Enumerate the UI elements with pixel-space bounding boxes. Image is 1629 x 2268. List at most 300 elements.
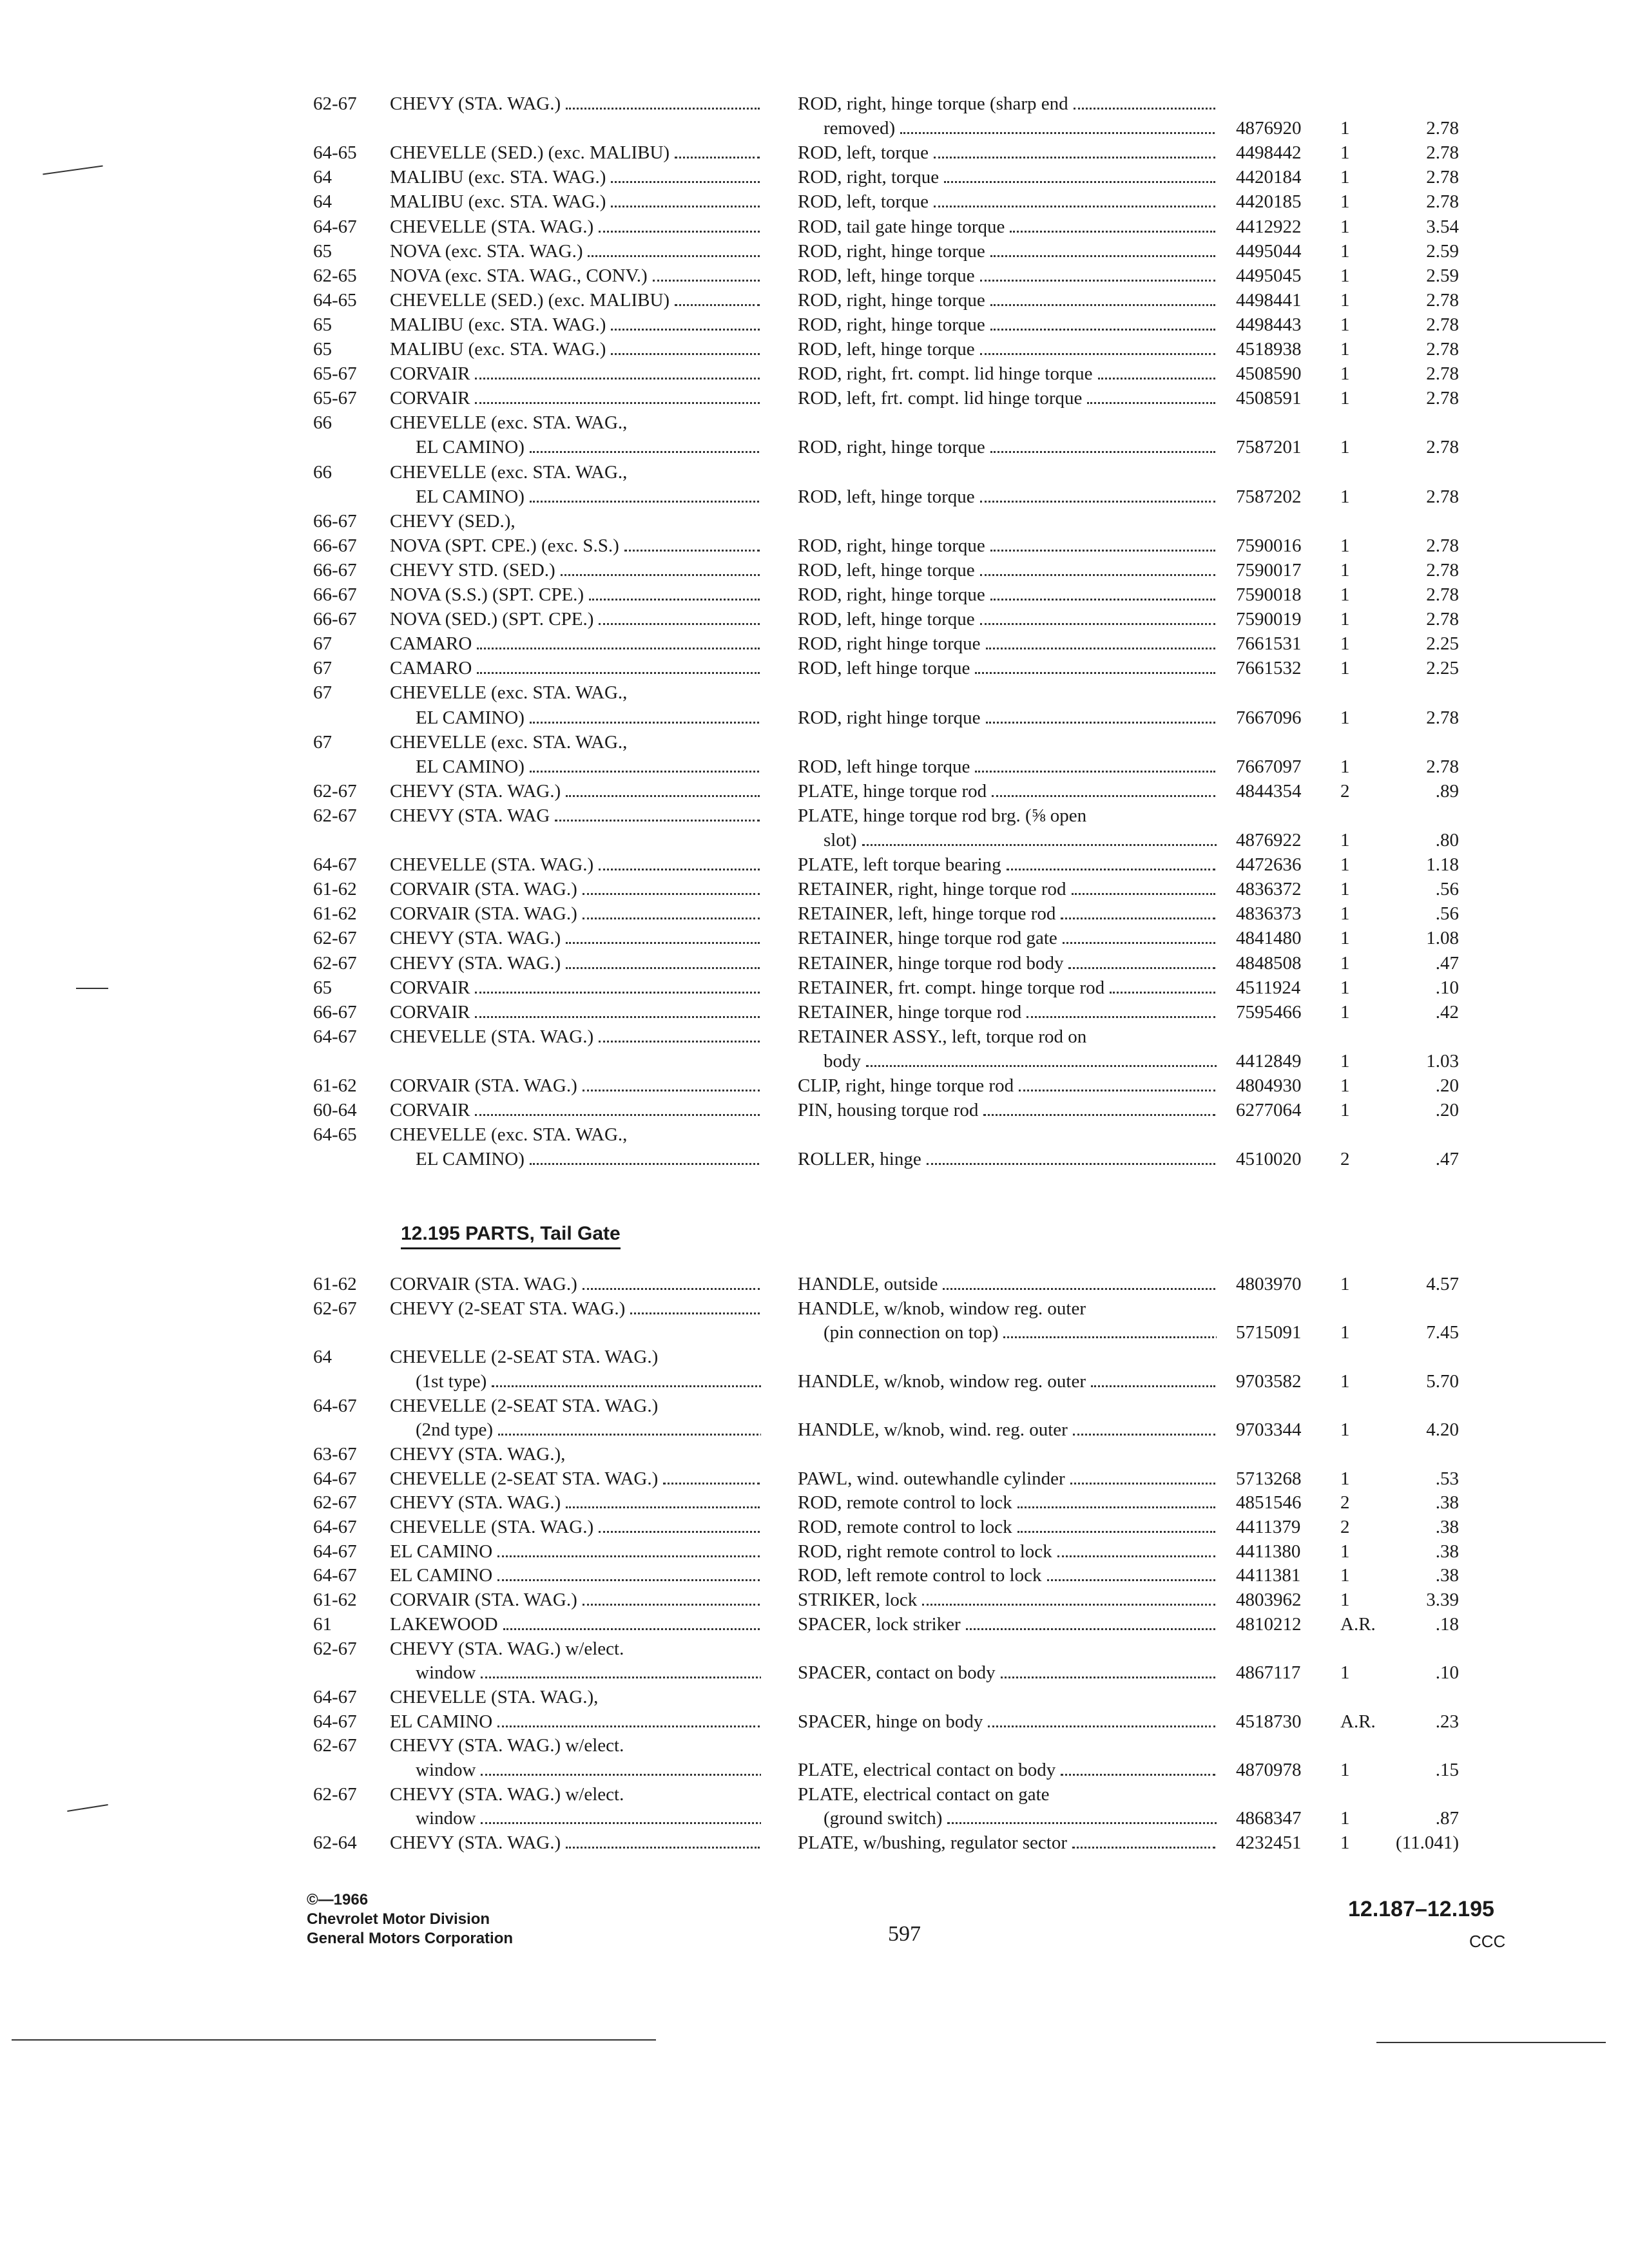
- part-description: ROD, left hinge torque: [798, 657, 1217, 680]
- part-number: 6277064: [1236, 1100, 1302, 1121]
- model-name: MALIBU (exc. STA. WAG.): [390, 166, 761, 189]
- model-years: [313, 1050, 384, 1073]
- part-description: PAWL, wind. outewhandle cylinder: [798, 1467, 1217, 1490]
- model-name: (2nd type): [390, 1418, 761, 1441]
- part-number: 7590018: [1236, 584, 1302, 605]
- list-price: 2.78: [1426, 559, 1459, 581]
- list-price: 2.78: [1426, 388, 1459, 409]
- parts-row: [0, 1588, 1629, 1611]
- model-years: 62-67: [313, 1492, 357, 1514]
- model-name: CORVAIR (STA. WAG.): [390, 1074, 761, 1097]
- parts-row: [0, 1467, 1629, 1490]
- model-years: 62-67: [313, 1638, 357, 1659]
- part-description: [798, 1734, 1217, 1757]
- quantity: 1: [1340, 1468, 1350, 1489]
- part-number: [1236, 1345, 1339, 1369]
- model-name: CHEVY (STA. WAG.),: [390, 1443, 566, 1465]
- quantity: 1: [1340, 609, 1350, 630]
- list-price: 1.08: [1426, 928, 1459, 949]
- part-number: 7595466: [1236, 1001, 1302, 1023]
- part-number: [1236, 1297, 1339, 1320]
- list-price: [1378, 1025, 1459, 1048]
- quantity: 1: [1340, 1419, 1350, 1441]
- part-description: (pin connection on top): [798, 1321, 1217, 1344]
- model-years: 64-67: [313, 216, 357, 237]
- model-years: 66-67: [313, 584, 357, 605]
- list-price: [1378, 804, 1459, 827]
- part-description: ROD, right, hinge torque: [798, 289, 1217, 312]
- quantity: 1: [1340, 118, 1350, 139]
- part-number: 4518938: [1236, 339, 1302, 360]
- model-years: 64-65: [313, 1124, 357, 1146]
- model-years: 65: [313, 977, 332, 998]
- model-years: 62-67: [313, 952, 357, 974]
- part-number: 4844354: [1236, 780, 1302, 802]
- model-years: 67: [313, 682, 332, 704]
- parts-row: [0, 1734, 1629, 1757]
- list-price: [1378, 92, 1459, 115]
- parts-row: [0, 1637, 1629, 1660]
- list-price: .42: [1435, 1001, 1459, 1023]
- parts-row: [0, 338, 1629, 361]
- parts-row: [0, 1783, 1629, 1806]
- part-number: 4472636: [1236, 854, 1302, 876]
- list-price: .10: [1435, 977, 1459, 998]
- part-number: [1236, 510, 1339, 533]
- parts-row: [0, 289, 1629, 312]
- part-description: PLATE, electrical contact on gate: [798, 1783, 1050, 1805]
- part-description: SPACER, hinge on body: [798, 1710, 1217, 1733]
- parts-row: [0, 1661, 1629, 1684]
- parts-row: [0, 1297, 1629, 1320]
- part-number: [1236, 1637, 1339, 1660]
- part-number: 9703344: [1236, 1419, 1302, 1441]
- list-price: .89: [1435, 780, 1459, 802]
- parts-row: [0, 534, 1629, 557]
- model-name: CORVAIR (STA. WAG.): [390, 878, 761, 901]
- part-description: ROD, right, hinge torque: [798, 240, 1217, 263]
- quantity: 1: [1340, 1001, 1350, 1023]
- parts-row: [0, 411, 1629, 434]
- part-number: 4508591: [1236, 388, 1302, 409]
- quantity: 1: [1340, 1050, 1350, 1072]
- part-description: ROD, left, hinge torque: [798, 264, 1217, 287]
- model-name: MALIBU (exc. STA. WAG.): [390, 190, 761, 213]
- parts-row: [0, 1370, 1629, 1393]
- model-years: 60-64: [313, 1100, 357, 1121]
- quantity: 1: [1340, 928, 1350, 949]
- list-price: 2.78: [1426, 289, 1459, 311]
- part-description: STRIKER, lock: [798, 1588, 1217, 1611]
- part-number: [1236, 731, 1339, 754]
- quantity: 1: [1340, 363, 1350, 385]
- list-price: [1378, 681, 1459, 704]
- quantity: 2: [1340, 1149, 1350, 1170]
- part-description: [798, 461, 1217, 484]
- part-description: ROD, left, hinge torque: [798, 338, 1217, 361]
- parts-row: [0, 1491, 1629, 1514]
- part-number: 4508590: [1236, 363, 1302, 385]
- footer-publisher: [307, 1890, 513, 1948]
- list-price: .20: [1435, 1100, 1459, 1121]
- model-name: CHEVELLE (STA. WAG.),: [390, 1686, 599, 1707]
- list-price: 2.78: [1426, 142, 1459, 164]
- part-number: 4867117: [1236, 1662, 1301, 1684]
- part-description: RETAINER ASSY., left, torque rod on: [798, 1026, 1087, 1047]
- part-number: 4810212: [1236, 1613, 1302, 1635]
- list-price: 2.78: [1426, 314, 1459, 335]
- parts-row: [0, 731, 1629, 754]
- part-description: [798, 1686, 1217, 1709]
- list-price: 2.59: [1426, 240, 1459, 262]
- model-years: [313, 1807, 384, 1830]
- model-name: CORVAIR: [390, 976, 761, 999]
- list-price: [1378, 411, 1459, 434]
- part-description: PIN, housing torque rod: [798, 1099, 1217, 1122]
- model-years: 65-67: [313, 388, 357, 409]
- parts-row: [0, 313, 1629, 336]
- list-price: 3.54: [1426, 216, 1459, 237]
- model-name: NOVA (SPT. CPE.) (exc. S.S.): [390, 534, 761, 557]
- part-description: ROD, right, torque: [798, 166, 1217, 189]
- model-name: CORVAIR (STA. WAG.): [390, 1273, 761, 1296]
- list-price: 2.25: [1426, 658, 1459, 679]
- parts-row: [0, 485, 1629, 508]
- parts-row: [0, 829, 1629, 852]
- parts-row: [0, 1831, 1629, 1854]
- list-price: [1378, 1783, 1459, 1806]
- list-price: 1.18: [1426, 854, 1459, 876]
- part-description: RETAINER, left, hinge torque rod: [798, 902, 1217, 925]
- part-description: HANDLE, w/knob, wind. reg. outer: [798, 1418, 1217, 1441]
- model-years: 63-67: [313, 1443, 357, 1465]
- model-name: CORVAIR (STA. WAG.): [390, 1588, 761, 1611]
- model-name: CHEVY (STA. WAG.) w/elect.: [390, 1783, 624, 1805]
- part-number: 4848508: [1236, 952, 1302, 974]
- model-name: CHEVY (STA. WAG.) w/elect.: [390, 1638, 624, 1659]
- model-name: EL CAMINO): [390, 436, 761, 459]
- quantity: 1: [1340, 1662, 1350, 1684]
- part-number: 4511924: [1236, 977, 1301, 998]
- list-price: 4.57: [1426, 1274, 1459, 1294]
- model-name: NOVA (S.S.) (SPT. CPE.): [390, 583, 761, 606]
- model-name: CHEVELLE (2-SEAT STA. WAG.): [390, 1467, 761, 1490]
- list-price: [1378, 731, 1459, 754]
- parts-row: [0, 240, 1629, 263]
- parts-row: [0, 92, 1629, 115]
- model-name: window: [390, 1758, 761, 1782]
- part-number: 4876920: [1236, 118, 1302, 139]
- part-number: 4498441: [1236, 289, 1302, 311]
- list-price: 2.78: [1426, 584, 1459, 605]
- part-number: [1236, 1443, 1339, 1466]
- quantity: 1: [1340, 1808, 1350, 1829]
- quantity: 1: [1340, 191, 1350, 213]
- list-price: .80: [1435, 830, 1459, 850]
- part-description: RETAINER, hinge torque rod body: [798, 952, 1217, 975]
- part-number: 7590016: [1236, 535, 1302, 556]
- model-name: MALIBU (exc. STA. WAG.): [390, 338, 761, 361]
- part-description: [798, 1123, 1217, 1146]
- model-years: 64-67: [313, 1711, 357, 1732]
- model-years: 65: [313, 240, 332, 262]
- model-years: 64-67: [313, 1517, 357, 1537]
- parts-row: [0, 1807, 1629, 1830]
- parts-row: [0, 1443, 1629, 1466]
- list-price: .47: [1435, 952, 1459, 974]
- parts-row: [0, 1540, 1629, 1563]
- quantity: 1: [1340, 486, 1350, 507]
- model-name: CHEVELLE (exc. STA. WAG.,: [390, 412, 628, 434]
- model-years: 65-67: [313, 363, 357, 385]
- model-name: CORVAIR: [390, 1001, 761, 1024]
- part-number: [1236, 1783, 1339, 1806]
- part-number: 4411380: [1236, 1541, 1301, 1562]
- quantity: 1: [1340, 1832, 1350, 1854]
- model-name: CHEVELLE (STA. WAG.): [390, 1515, 761, 1539]
- model-name: NOVA (exc. STA. WAG., CONV.): [390, 264, 761, 287]
- model-years: 64-67: [313, 1395, 357, 1416]
- list-price: 2.78: [1426, 191, 1459, 213]
- parts-row: [0, 190, 1629, 213]
- list-price: [1378, 1637, 1459, 1660]
- list-price: [1378, 1123, 1459, 1146]
- parts-row: [0, 755, 1629, 778]
- quantity: 1: [1340, 142, 1350, 164]
- copyright-notice: ©—1966: [307, 1891, 369, 1908]
- model-name: CHEVELLE (exc. STA. WAG.,: [390, 682, 628, 704]
- part-number: [1236, 804, 1339, 827]
- quantity: 1: [1340, 707, 1350, 728]
- quantity: 1: [1340, 1760, 1350, 1780]
- model-name: CHEVY (STA. WAG.): [390, 1491, 761, 1514]
- parts-row: [0, 510, 1629, 533]
- part-description: ROD, left, torque: [798, 141, 1217, 164]
- model-name: CHEVELLE (exc. STA. WAG.,: [390, 1124, 628, 1146]
- model-years: 66-67: [313, 609, 357, 630]
- model-name: CHEVELLE (SED.) (exc. MALIBU): [390, 289, 761, 312]
- list-price: .10: [1435, 1662, 1459, 1684]
- parts-row: [0, 927, 1629, 950]
- part-description: HANDLE, w/knob, window reg. outer: [798, 1298, 1086, 1319]
- model-name: EL CAMINO: [390, 1540, 761, 1563]
- list-price: .56: [1435, 903, 1459, 925]
- model-years: 66-67: [313, 559, 357, 581]
- part-number: [1236, 1734, 1339, 1757]
- model-years: 61-62: [313, 1274, 357, 1294]
- quantity: 1: [1340, 952, 1350, 974]
- parts-row: [0, 1123, 1629, 1146]
- parts-row: [0, 1099, 1629, 1122]
- bottom-rule-right: [1376, 2042, 1606, 2043]
- model-years: 67: [313, 633, 332, 655]
- quantity: 2: [1340, 780, 1350, 802]
- parts-row: [0, 1001, 1629, 1024]
- quantity: 1: [1340, 903, 1350, 925]
- parts-row: [0, 1418, 1629, 1441]
- model-name: CHEVELLE (STA. WAG.): [390, 215, 761, 238]
- parts-row: [0, 215, 1629, 238]
- list-price: [1378, 461, 1459, 484]
- part-description: ROD, left, torque: [798, 190, 1217, 213]
- model-name: CAMARO: [390, 657, 761, 680]
- list-price: 2.78: [1426, 756, 1459, 777]
- model-years: 64-67: [313, 1565, 357, 1586]
- parts-row: [0, 166, 1629, 189]
- quantity: 1: [1340, 1565, 1350, 1586]
- model-years: [313, 1321, 384, 1344]
- part-number: 4876922: [1236, 830, 1302, 850]
- part-number: [1236, 461, 1339, 484]
- list-price: .15: [1435, 1760, 1459, 1780]
- part-description: ROD, left, frt. compt. lid hinge torque: [798, 387, 1217, 410]
- part-description: [798, 681, 1217, 704]
- list-price: 2.25: [1426, 633, 1459, 655]
- quantity: 1: [1340, 339, 1350, 360]
- part-description: [798, 510, 1217, 533]
- model-years: 62-67: [313, 93, 357, 114]
- parts-row: [0, 1564, 1629, 1587]
- model-years: 66-67: [313, 535, 357, 556]
- part-description: ROD, remote control to lock: [798, 1515, 1217, 1539]
- part-description: ROD, right remote control to lock: [798, 1540, 1217, 1563]
- parts-row: [0, 1321, 1629, 1344]
- parts-row: [0, 1074, 1629, 1097]
- model-name: CHEVY (STA. WAG.): [390, 1831, 761, 1854]
- part-description: [798, 1394, 1217, 1418]
- part-number: 7661532: [1236, 658, 1302, 679]
- part-description: ROD, right, hinge torque: [798, 313, 1217, 336]
- list-price: 2.78: [1426, 363, 1459, 385]
- part-number: 4836373: [1236, 903, 1302, 925]
- model-years: 61-62: [313, 879, 357, 900]
- part-description: [798, 731, 1217, 754]
- model-name: CHEVELLE (STA. WAG.): [390, 1025, 761, 1048]
- part-number: 4412849: [1236, 1050, 1302, 1072]
- part-description: RETAINER, hinge torque rod: [798, 1001, 1217, 1024]
- parts-row: [0, 1025, 1629, 1048]
- model-years: 61-62: [313, 1075, 357, 1096]
- part-description: HANDLE, w/knob, window reg. outer: [798, 1370, 1217, 1393]
- quantity: A.R.: [1340, 1711, 1376, 1732]
- part-number: 5713268: [1236, 1468, 1302, 1489]
- model-name: MALIBU (exc. STA. WAG.): [390, 313, 761, 336]
- part-number: 4495045: [1236, 265, 1302, 286]
- parts-row: [0, 362, 1629, 385]
- model-name: [390, 1050, 761, 1073]
- list-price: 2.78: [1426, 609, 1459, 630]
- part-number: 4841480: [1236, 928, 1302, 949]
- quantity: 1: [1340, 1075, 1350, 1096]
- model-years: 64-65: [313, 289, 357, 311]
- list-price: .53: [1435, 1468, 1459, 1489]
- parts-row: [0, 1148, 1629, 1171]
- part-description: (ground switch): [798, 1807, 1217, 1830]
- part-description: ROD, right, hinge torque: [798, 436, 1217, 459]
- model-years: 66-67: [313, 510, 357, 532]
- model-name: EL CAMINO): [390, 485, 761, 508]
- model-years: 64-67: [313, 1026, 357, 1047]
- model-name: CHEVELLE (STA. WAG.): [390, 853, 761, 876]
- model-years: 62-67: [313, 1298, 357, 1319]
- part-number: 7590017: [1236, 559, 1302, 581]
- part-description: ROD, right, hinge torque (sharp end: [798, 92, 1217, 115]
- parts-row: [0, 1686, 1629, 1709]
- list-price: .38: [1435, 1541, 1459, 1562]
- part-description: ROD, left, hinge torque: [798, 559, 1217, 582]
- model-name: CORVAIR: [390, 387, 761, 410]
- quantity: 1: [1340, 535, 1350, 556]
- parts-row: [0, 780, 1629, 803]
- quantity: 1: [1340, 1370, 1350, 1392]
- model-years: 64-67: [313, 1541, 357, 1562]
- model-name: EL CAMINO): [390, 706, 761, 729]
- part-number: 4518730: [1236, 1711, 1302, 1732]
- model-years: 67: [313, 731, 332, 753]
- list-price: [1378, 1443, 1459, 1466]
- quantity: 1: [1340, 559, 1350, 581]
- parts-row: [0, 461, 1629, 484]
- part-description: PLATE, electrical contact on body: [798, 1758, 1217, 1782]
- quantity: 1: [1340, 265, 1350, 286]
- model-name: CHEVY (STA. WAG: [390, 804, 761, 827]
- parts-row: [0, 706, 1629, 729]
- list-price: [1378, 1734, 1459, 1757]
- model-name: [390, 1321, 761, 1344]
- model-years: [313, 436, 384, 459]
- model-name: CHEVY (SED.),: [390, 510, 516, 532]
- model-years: 61-62: [313, 903, 357, 925]
- model-name: CORVAIR (STA. WAG.): [390, 902, 761, 925]
- model-name: LAKEWOOD: [390, 1613, 761, 1636]
- list-price: [1378, 1345, 1459, 1369]
- quantity: 1: [1340, 1274, 1350, 1294]
- model-years: 67: [313, 658, 332, 679]
- parts-row: [0, 1394, 1629, 1418]
- list-price: .87: [1435, 1808, 1459, 1829]
- model-years: 62-67: [313, 1735, 357, 1756]
- part-number: 4851546: [1236, 1492, 1302, 1514]
- parts-row: [0, 902, 1629, 925]
- parts-row: [0, 952, 1629, 975]
- model-name: NOVA (exc. STA. WAG.): [390, 240, 761, 263]
- model-years: [313, 485, 384, 508]
- quantity: 1: [1340, 879, 1350, 900]
- model-years: 62-67: [313, 805, 357, 826]
- model-name: CHEVY (STA. WAG.): [390, 952, 761, 975]
- model-years: 64: [313, 167, 332, 188]
- model-name: EL CAMINO): [390, 1148, 761, 1171]
- model-name: window: [390, 1807, 761, 1830]
- part-number: 4420185: [1236, 191, 1302, 213]
- model-name: (1st type): [390, 1370, 761, 1393]
- parts-row: [0, 387, 1629, 410]
- list-price: .38: [1435, 1565, 1459, 1586]
- part-number: 7587201: [1236, 437, 1302, 458]
- part-description: body: [798, 1050, 1217, 1073]
- model-years: [313, 829, 384, 852]
- model-years: 62-67: [313, 1783, 357, 1805]
- list-price: 4.20: [1426, 1419, 1459, 1441]
- quantity: 1: [1340, 854, 1350, 876]
- part-number: [1236, 1394, 1339, 1418]
- part-description: RETAINER, right, hinge torque rod: [798, 878, 1217, 901]
- model-years: 62-67: [313, 780, 357, 802]
- part-number: 4412922: [1236, 216, 1302, 237]
- list-price: 7.45: [1426, 1322, 1459, 1343]
- division-name: Chevrolet Motor Division: [307, 1910, 490, 1928]
- part-description: PLATE, hinge torque rod brg. (⅝ open: [798, 805, 1087, 826]
